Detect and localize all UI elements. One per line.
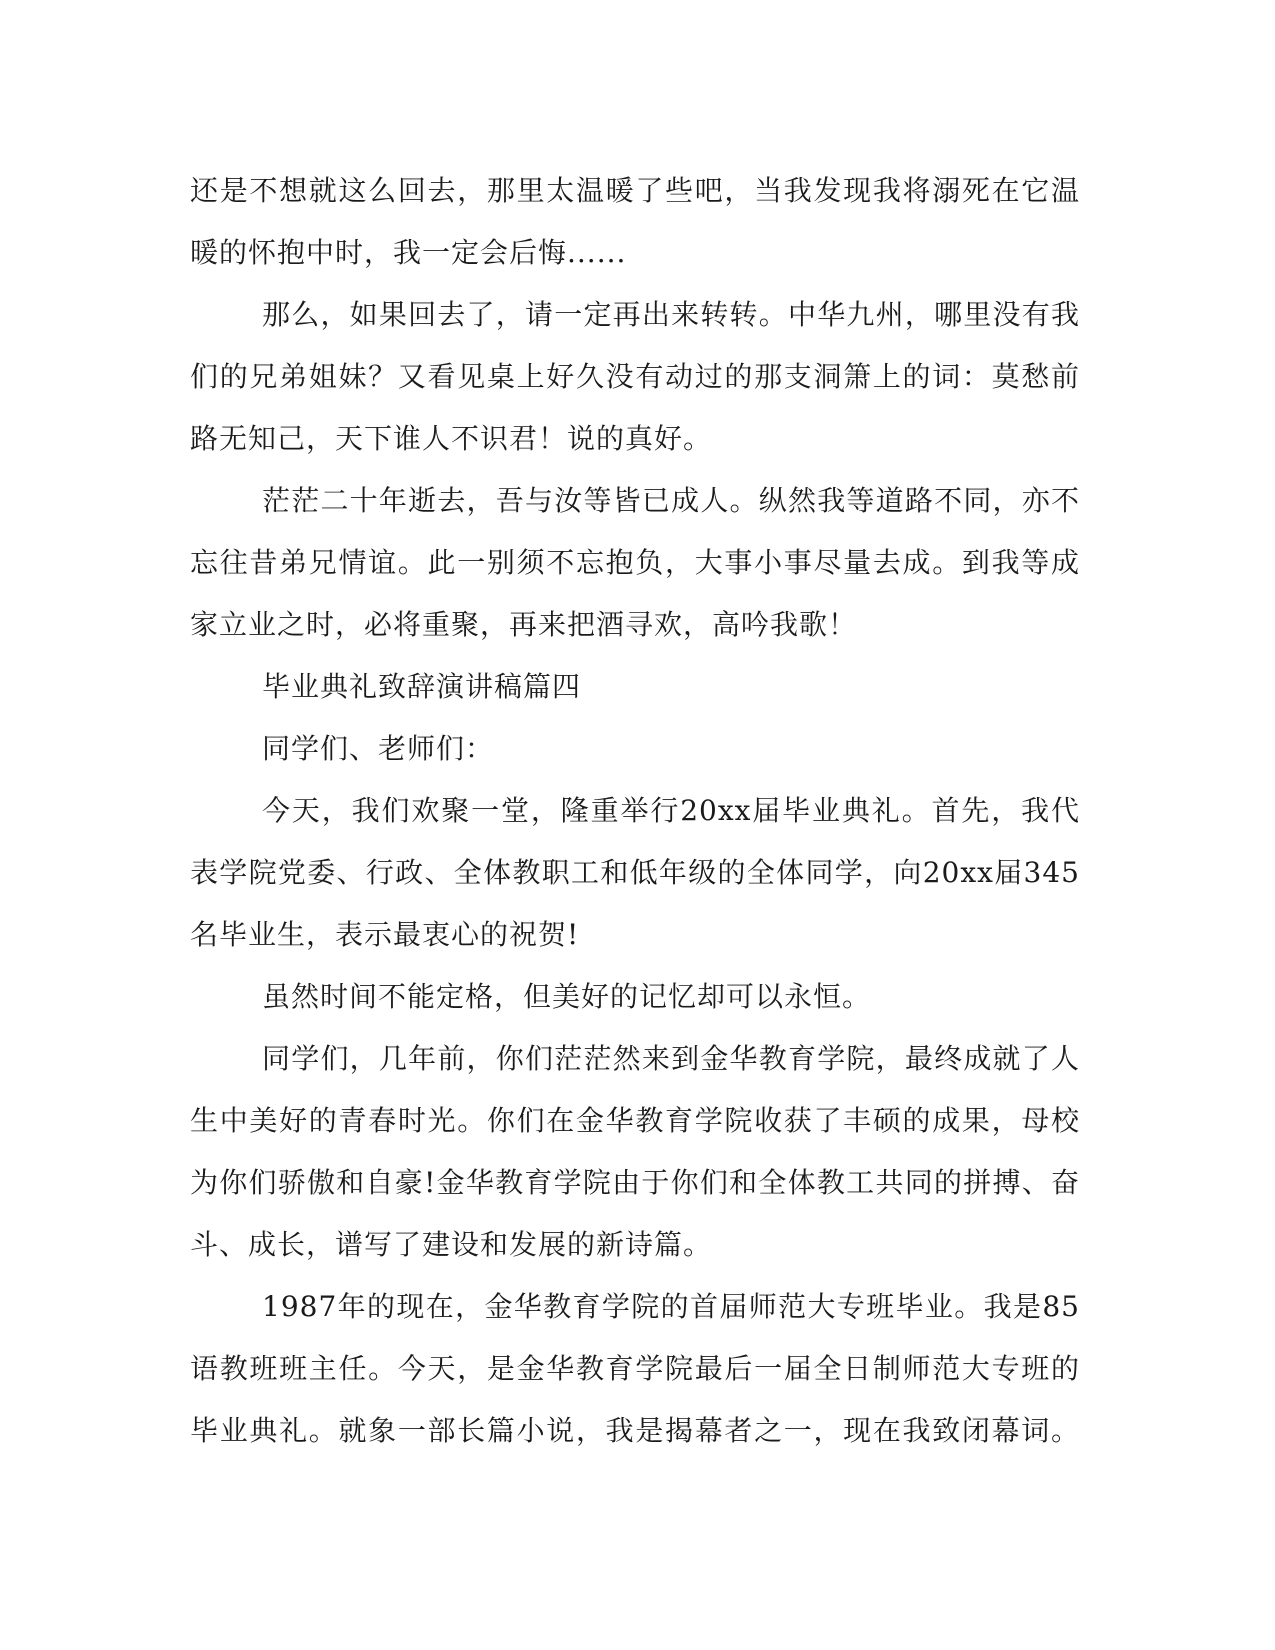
- text-line: 同学们，几年前，你们茫茫然来到金华教育学院，最终成就了人: [262, 1042, 1080, 1075]
- text-line: 语教班班主任。今天，是金华教育学院最后一届全日制师范大专班的: [190, 1352, 1080, 1385]
- text-line: 表学院党委、行政、全体教职工和低年级的全体同学，向20xx届345: [190, 856, 1080, 889]
- text-line: 今天，我们欢聚一堂，隆重举行20xx届毕业典礼。首先，我代: [262, 794, 1080, 827]
- text-line: 1987年的现在，金华教育学院的首届师范大专班毕业。我是85: [262, 1290, 1080, 1323]
- text-line: 那么，如果回去了，请一定再出来转转。中华九州，哪里没有我: [262, 298, 1080, 331]
- text-line: 家立业之时，必将重聚，再来把酒寻欢，高吟我歌！: [190, 608, 858, 641]
- text-line: 暖的怀抱中时，我一定会后悔......: [190, 236, 627, 269]
- text-line: 路无知己，天下谁人不识君！说的真好。: [190, 422, 713, 455]
- text-line: 茫茫二十年逝去，吾与汝等皆已成人。纵然我等道路不同，亦不: [262, 484, 1080, 517]
- text-line: 名毕业生，表示最衷心的祝贺!: [190, 918, 580, 951]
- document-body: [190, 160, 1080, 1462]
- text-line: 还是不想就这么回去，那里太温暖了些吧，当我发现我将溺死在它温: [190, 174, 1080, 207]
- section-heading: 毕业典礼致辞演讲稿篇四: [262, 670, 582, 703]
- text-line: 忘往昔弟兄情谊。此一别须不忘抱负，大事小事尽量去成。到我等成: [190, 546, 1080, 579]
- salutation: 同学们、老师们：: [262, 732, 495, 765]
- text-line: 们的兄弟姐妹？又看见桌上好久没有动过的那支洞箫上的词：莫愁前: [190, 360, 1080, 393]
- text-line: 虽然时间不能定格，但美好的记忆却可以永恒。: [262, 980, 872, 1013]
- text-line: 毕业典礼。就象一部长篇小说，我是揭幕者之一，现在我致闭幕词。: [190, 1414, 1080, 1447]
- text-line: 为你们骄傲和自豪!金华教育学院由于你们和全体教工共同的拼搏、奋: [190, 1166, 1080, 1199]
- text-line: 斗、成长，谱写了建设和发展的新诗篇。: [190, 1228, 713, 1261]
- text-line: 生中美好的青春时光。你们在金华教育学院收获了丰硕的成果，母校: [190, 1104, 1080, 1137]
